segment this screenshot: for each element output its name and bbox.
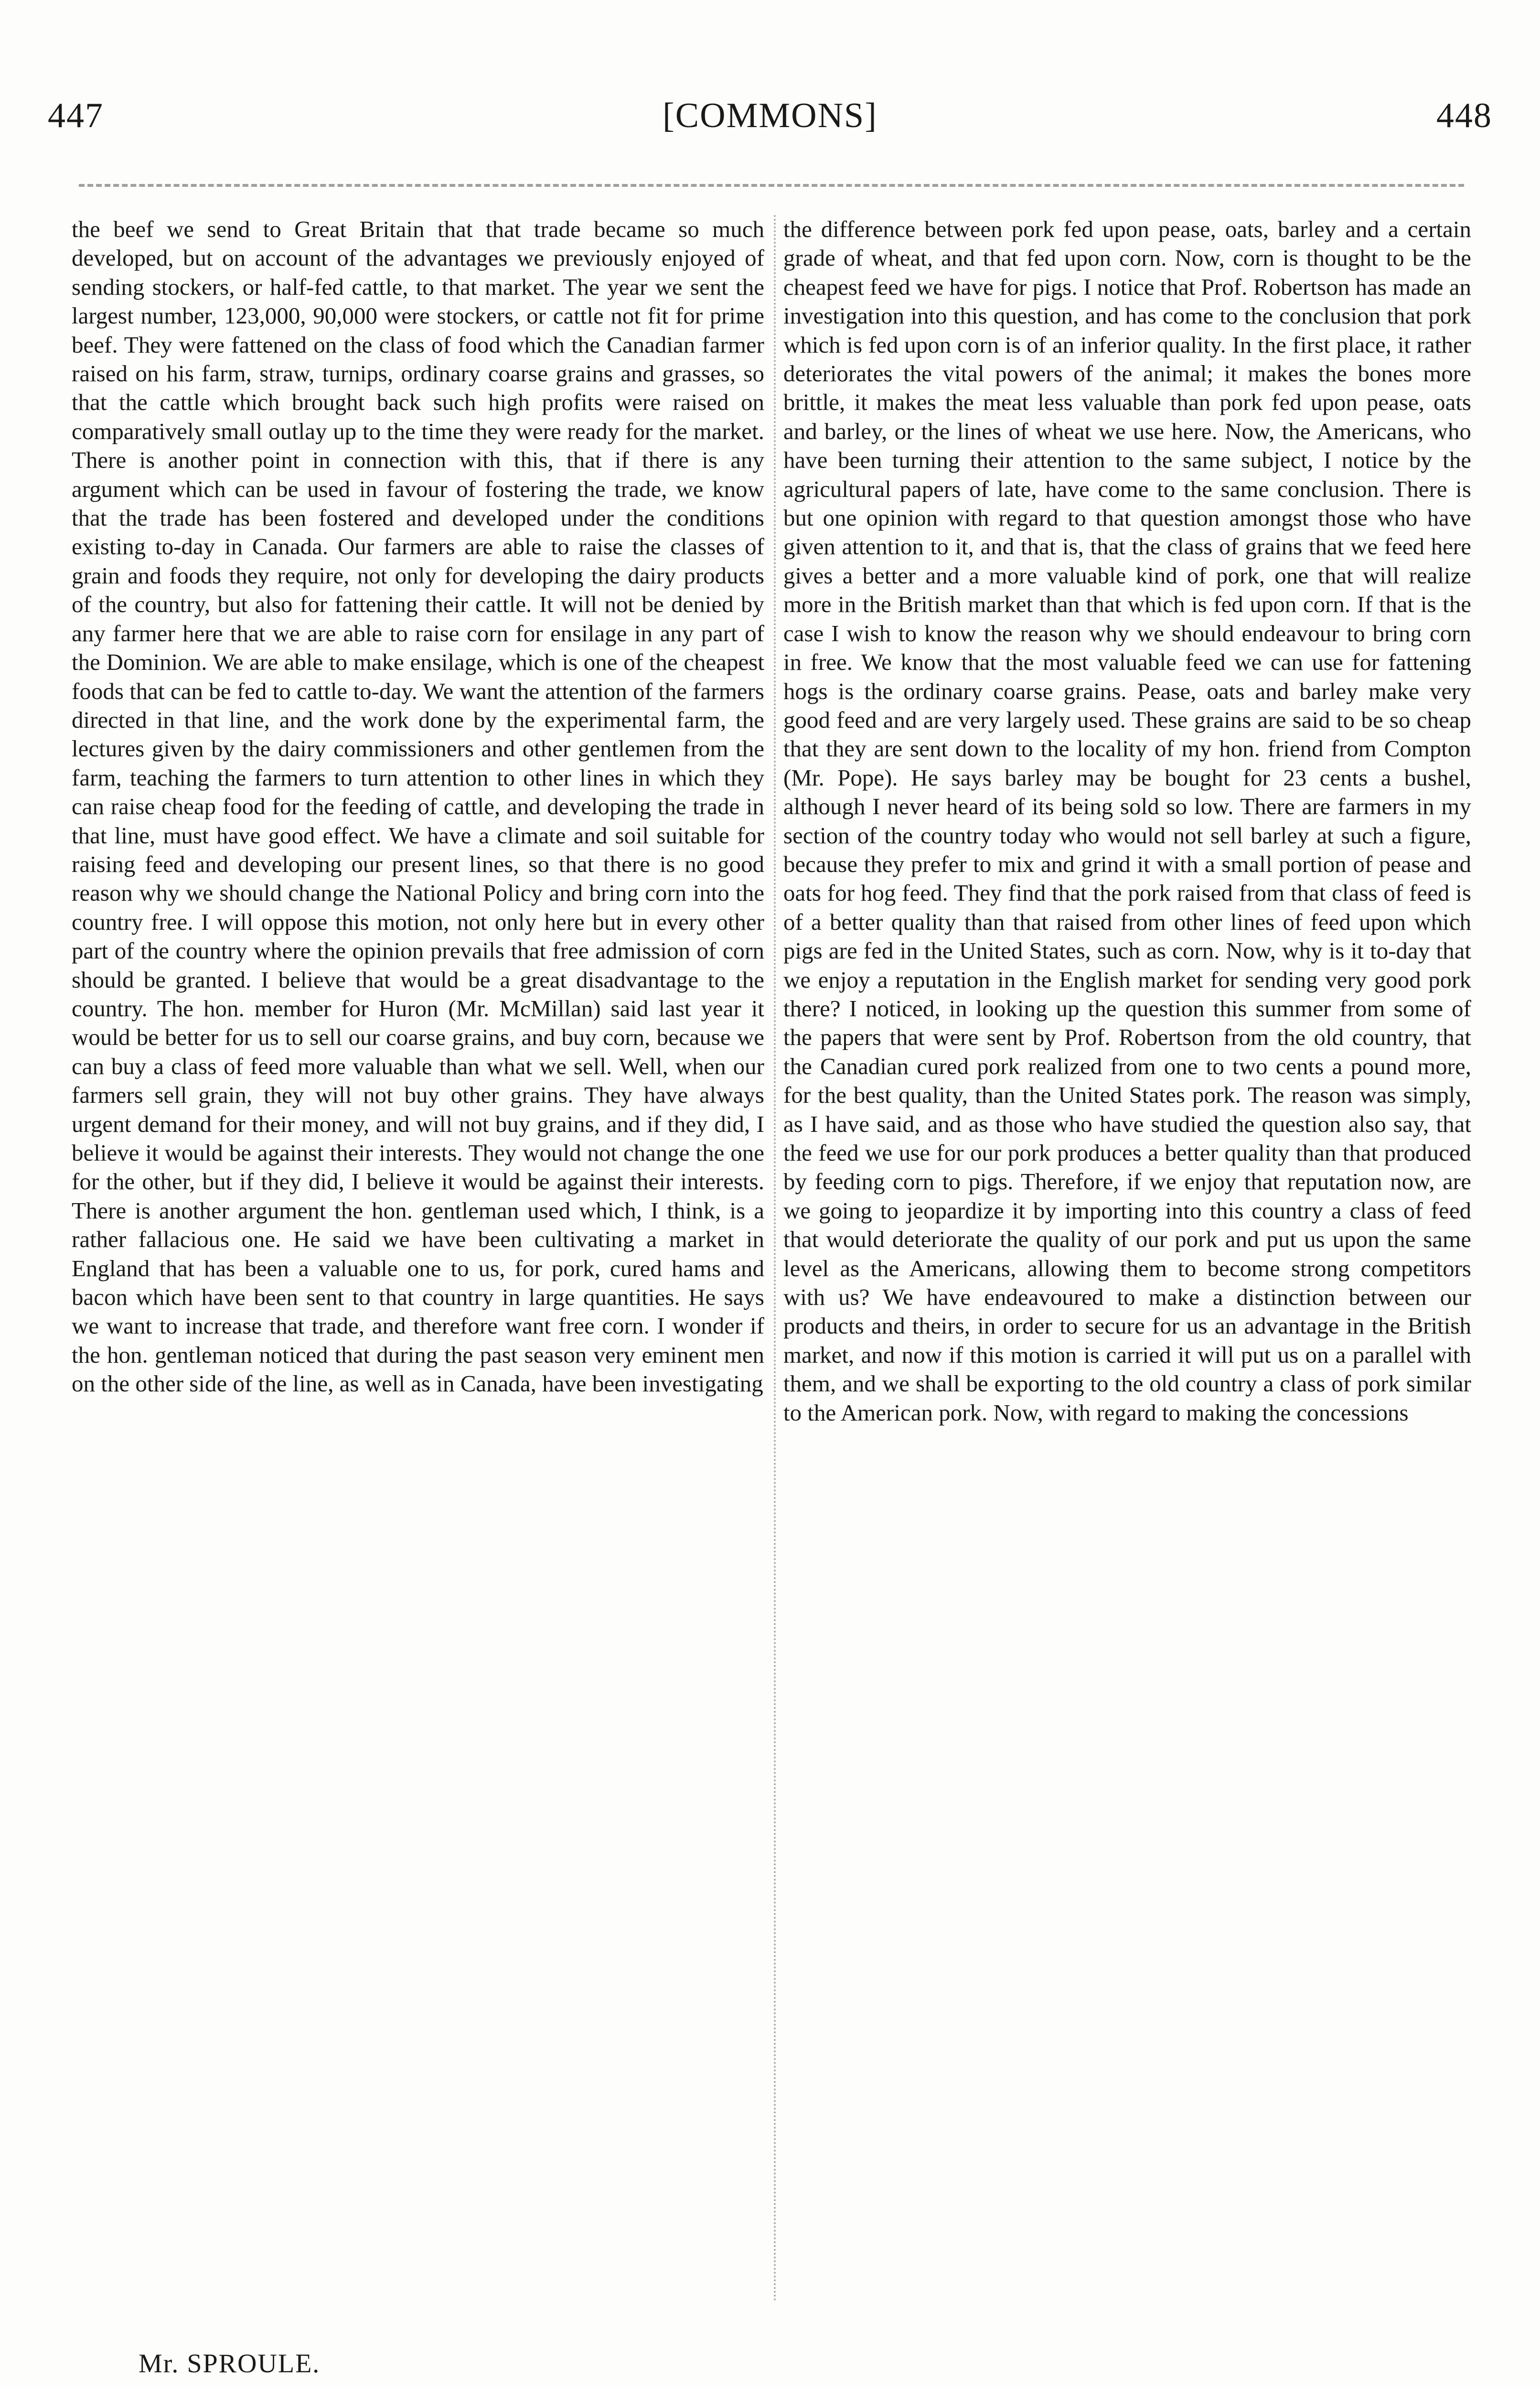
right-column [783,215,1471,2341]
column-divider [774,215,776,2303]
page-number-right: 448 [1436,96,1492,135]
header-rule [79,184,1464,187]
left-column-text: the beef we send to Great Britain that that trade became so much developed, but on account of the advantages we previously enjoyed of sending stockers, or half-fed cattle, to that market. The year we sent the largest number, 123,000, 90,000 were stockers, or cattle not fit for prime beef. They were fattened on the class of food which the Canadian farmer raised on his farm, straw, turnips, ordinary coarse grains and grasses, so that the cattle which brought back such high profits were raised on comparatively small outlay up to the time they were ready for the market. There is another point in connection with this, that if there is any argument which can be used in favour of fostering the trade, we know that the trade has been fostered and developed under the conditions existing to-day in Canada. Our farmers are able to raise the classes of grain and foods they require, not only for developing the dairy products of the country, but also for fattening their cattle. It will not be denied by any farmer here that we are able to raise corn for ensilage in any part of the Dominion. We are able to make ensilage, which is one of the cheapest foods that can be fed to cattle to-day. We want the attention of the farmers directed in that line, and the work done by the experimental farm, the lectures given by the dairy commissioners and other gentlemen from the farm, teaching the farmers to turn attention to other lines in which they can raise cheap food for the feeding of cattle, and developing the trade in that line, must have good effect. We have a climate and soil suitable for raising feed and developing our present lines, so that there is no good reason why we should change the National Policy and bring corn into the country free. I will oppose this motion, not only here but in every other part of the country where the opinion prevails that free admission of corn should be granted. I believe that would be a great disadvantage to the country. The hon. member for Huron (Mr. McMillan) said last year it would be better for us to sell our coarse grains, and buy corn, because we can buy a class of feed more valuable than what we sell. Well, when our farmers sell grain, they will not buy other grains. They have always urgent demand for their money, and will not buy grains, and if they did, I believe it would be against their interests. They would not change the one for the other, but if they did, I believe it would be against their interests. There is another argument the hon. gentleman used which, I think, is a rather fallacious one. He said we have been cultivating a market in England that has been a valuable one to us, for pork, cured hams and bacon which have been sent to that country in large quantities. He says we want to increase that trade, and therefore want free corn. I wonder if the hon. gentleman noticed that during the past season very eminent men on the other side of the line, as well as in Canada, have been investigating [72,216,764,1397]
speaker-name: Mr. SPROULE. [139,2349,321,2378]
page-header [48,96,1492,139]
section-title: [COMMONS] [663,96,877,135]
left-column [72,215,764,2341]
right-column-text: the difference between pork fed upon pease, oats, barley and a certain grade of wheat, and that fed upon corn. Now, corn is thought to be the cheapest feed we have for pigs. I notice that Prof. Robertson has made an investigation into this question, and has come to the conclusion that pork which is fed upon corn is of an inferior quality. In the first place, it rather deteriorates the vital powers of the animal; it makes the bones more brittle, it makes the meat less valuable than pork fed upon pease, oats and barley, or the lines of wheat we use here. Now, the Americans, who have been turning their attention to the same subject, I notice by the agricultural papers of late, have come to the same conclusion. There is but one opinion with regard to that question amongst those who have given attention to it, and that is, that the class of grains that we feed here gives a better and a more valuable kind of pork, one that will realize more in the British market than that which is fed upon corn. If that is the case I wish to know the reason why we should endeavour to bring corn in free. We know that the most valuable feed we can use for fattening hogs is the ordinary coarse grains. Pease, oats and barley make very good feed and are very largely used. These grains are said to be so cheap that they are sent down to the locality of my hon. friend from Compton (Mr. Pope). He says barley may be bought for 23 cents a bushel, although I never heard of its being sold so low. There are farmers in my section of the country today who would not sell barley at such a figure, because they prefer to mix and grind it with a small portion of pease and oats for hog feed. They find that the pork raised from that class of feed is of a better quality than that raised from other lines of feed upon which pigs are fed in the United States, such as corn. Now, why is it to-day that we enjoy a reputation in the English market for sending very good pork there? I noticed, in looking up the question this summer from some of the papers that were sent by Prof. Robertson from the old country, that the Canadian cured pork realized from one to two cents a pound more, for the best quality, than the United States pork. The reason was simply, as I have said, and as those who have studied the question also say, that the feed we use for our pork produces a better quality than that produced by feeding corn to pigs. Therefore, if we enjoy that reputation now, are we going to jeopardize it by importing into this country a class of feed that would deteriorate the quality of our pork and put us upon the same level as the Americans, allowing them to become strong competitors with us? We have endeavoured to make a distinction between our products and theirs, in order to secure for us an advantage in the British market, and now if this motion is carried it will put us on a parallel with them, and we shall be exporting to the old country a class of pork similar to the American pork. Now, with regard to making the concessions [783,216,1471,1426]
page-number-left: 447 [48,96,104,135]
